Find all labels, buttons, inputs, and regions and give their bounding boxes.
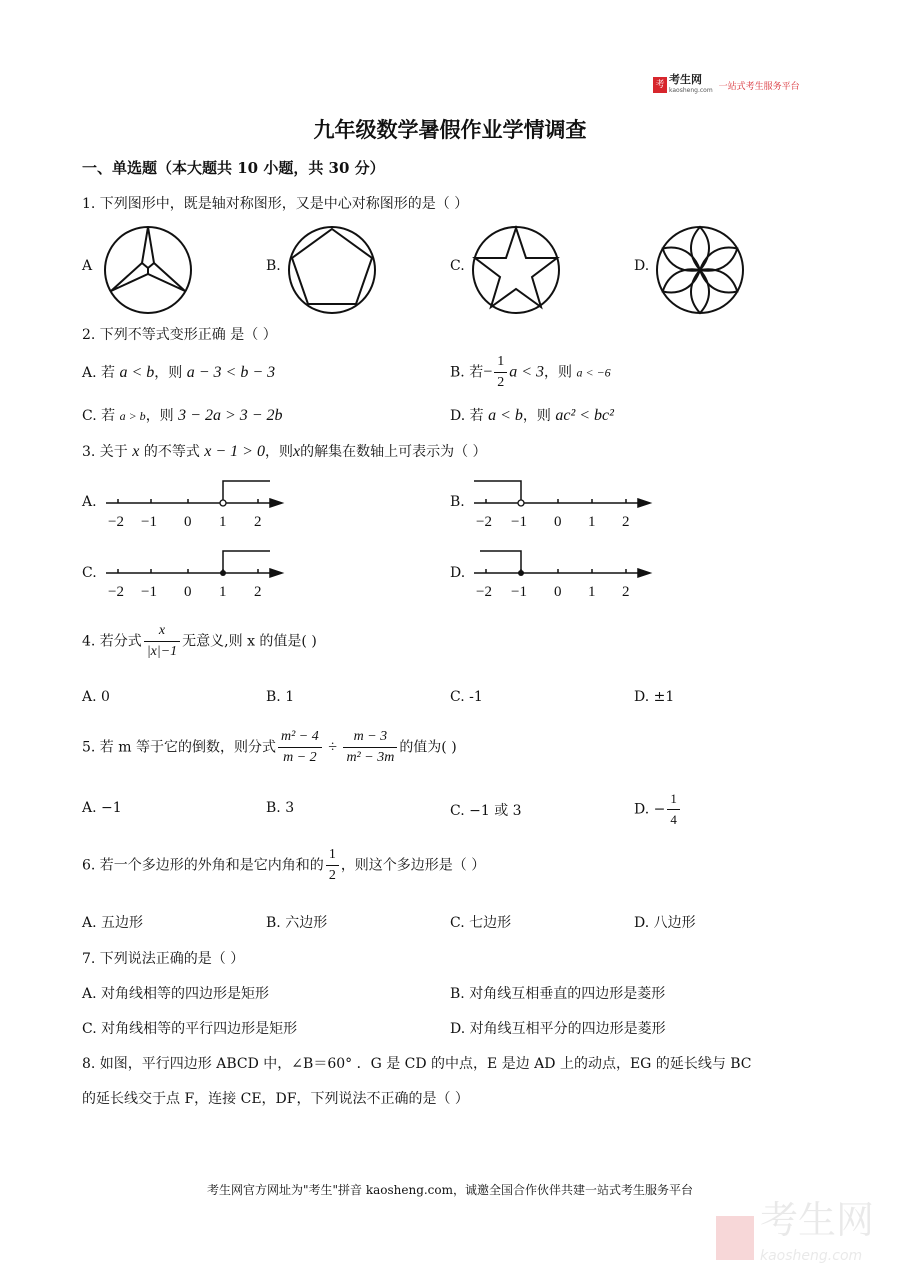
tick-label: −1 bbox=[141, 584, 157, 600]
tick-label: −1 bbox=[511, 584, 527, 600]
q3-stem: 3. 关于 x 的不等式 x − 1 > 0，则x的解集在数轴上可表示为（ ） bbox=[82, 443, 487, 460]
section-heading: 一、单选题（本大题共 10 小题，共 30 分） bbox=[82, 159, 385, 177]
q3-number-line-d bbox=[468, 545, 658, 605]
q7-option-a: A. 对角线相等的四边形是矩形 bbox=[82, 986, 270, 1002]
tick-label: 2 bbox=[622, 514, 630, 530]
q4-option-b: B. 1 bbox=[266, 689, 295, 705]
tick-label: −2 bbox=[108, 514, 124, 530]
q6-option-d: D. 八边形 bbox=[634, 915, 696, 931]
logo-name: 考生网 kaosheng.com bbox=[669, 73, 713, 94]
q1-option-a-label: A bbox=[82, 258, 93, 274]
q4-option-d: D. ±1 bbox=[634, 689, 675, 705]
q1-option-b-label: B. bbox=[266, 258, 281, 274]
q6-option-a: A. 五边形 bbox=[82, 915, 144, 931]
q2-option-b: B. 若− $\frac{1}{2}$ a < 3，则 a < −6 bbox=[450, 354, 611, 390]
q4-stem: 4. 若分式 $\frac{x}{|x|-1}$ 无意义,则 x 的值是( ) bbox=[82, 623, 317, 659]
q5-stem: 5. 若 m 等于它的倒数，则分式 $\frac{\text{m² − 4}}{m - 2}$ ÷ $\frac{m - 3}{\text{m² − 3m}}$ 的值为( ) bbox=[82, 729, 457, 765]
solid-point bbox=[518, 570, 524, 576]
q5-option-c: C. −1 或 3 bbox=[450, 803, 522, 819]
tick-label: 2 bbox=[622, 584, 630, 600]
header-logo bbox=[653, 74, 800, 96]
tick-label: 0 bbox=[184, 584, 192, 600]
q1-figure-c bbox=[468, 222, 564, 318]
tick-label: 1 bbox=[219, 514, 227, 530]
tick-label: 0 bbox=[184, 514, 192, 530]
q7-option-d: D. 对角线互相平分的四边形是菱形 bbox=[450, 1021, 666, 1037]
q6-stem: 6. 若一个多边形的外角和是它内角和的 $\frac{1}{2}$ ，则这个多边形是（ ） bbox=[82, 847, 486, 883]
open-point bbox=[518, 500, 524, 506]
tick-label: 1 bbox=[588, 584, 596, 600]
watermark-text: 考生网 kaosheng.com bbox=[760, 1198, 875, 1264]
tick-label: −2 bbox=[108, 584, 124, 600]
q2-option-a: A. 若 a < b，则 a − 3 < b − 3 bbox=[82, 364, 276, 381]
page-footer: 考生网官方网址为"考生"拼音 kaosheng.com，诚邀全国合作伙伴共建一站式考生服务平台 bbox=[206, 1183, 694, 1197]
tick-label: −1 bbox=[511, 514, 527, 530]
q1-figure-a bbox=[100, 222, 196, 318]
q8-stem-line1: 8. 如图，平行四边形 ABCD 中，∠B＝60° ．G 是 CD 的中点，E 是边 AD 上的动点，EG 的延长线与 BC bbox=[82, 1056, 752, 1072]
watermark-logo bbox=[716, 1198, 875, 1274]
tick-label: 1 bbox=[219, 584, 227, 600]
q3-option-b-label: B. bbox=[450, 494, 465, 510]
q5-option-b: B. 3 bbox=[266, 800, 295, 816]
logo-mark: 考 bbox=[653, 77, 667, 93]
tick-label: 0 bbox=[554, 584, 562, 600]
q5-option-a: A. −1 bbox=[82, 800, 122, 816]
tick-label: 2 bbox=[254, 514, 262, 530]
q7-option-b: B. 对角线互相垂直的四边形是菱形 bbox=[450, 986, 666, 1002]
q2-option-c: C. 若 a > b，则 3 − 2a > 3 − 2b bbox=[82, 407, 283, 424]
tick-label: 0 bbox=[554, 514, 562, 530]
q7-stem: 7. 下列说法正确的是（ ） bbox=[82, 951, 245, 967]
q3-option-d-label: D. bbox=[450, 565, 466, 581]
q1-figure-d bbox=[652, 222, 748, 318]
q1-option-d-label: D. bbox=[634, 258, 650, 274]
q1-stem: 1. 下列图形中，既是轴对称图形，又是中心对称图形的是（ ） bbox=[82, 196, 469, 212]
q3-number-line-b bbox=[468, 475, 658, 535]
q3-number-line-c bbox=[100, 545, 290, 605]
q3-option-c-label: C. bbox=[82, 565, 97, 581]
tick-label: 1 bbox=[588, 514, 596, 530]
q6-option-c: C. 七边形 bbox=[450, 915, 512, 931]
q3-number-line-a bbox=[100, 475, 290, 535]
q2-option-d: D. 若 a < b，则 ac² < bc² bbox=[450, 407, 614, 424]
q4-option-c: C. -1 bbox=[450, 689, 483, 705]
q1-figure-b bbox=[284, 222, 380, 318]
q2-stem: 2. 下列不等式变形正确 是（ ） bbox=[82, 327, 277, 343]
q7-option-c: C. 对角线相等的平行四边形是矩形 bbox=[82, 1021, 298, 1037]
page-title: 九年级数学暑假作业学情调查 bbox=[313, 117, 587, 142]
q8-stem-line2: 的延长线交于点 F，连接 CE，DF，下列说法不正确的是（ ） bbox=[82, 1091, 469, 1107]
tick-label: −2 bbox=[476, 514, 492, 530]
tick-label: −2 bbox=[476, 584, 492, 600]
q6-option-b: B. 六边形 bbox=[266, 915, 328, 931]
q1-option-c-label: C. bbox=[450, 258, 465, 274]
q3-option-a-label: A. bbox=[82, 494, 97, 510]
watermark-mark-icon bbox=[716, 1216, 754, 1260]
q4-option-a: A. 0 bbox=[82, 689, 110, 705]
solid-point bbox=[220, 570, 226, 576]
tick-label: 2 bbox=[254, 584, 262, 600]
open-point bbox=[220, 500, 226, 506]
q5-option-d: D. − $\frac{1}{4}$ bbox=[634, 789, 682, 830]
logo-slogan: 一站式考生服务平台 bbox=[718, 81, 800, 92]
tick-label: −1 bbox=[141, 514, 157, 530]
